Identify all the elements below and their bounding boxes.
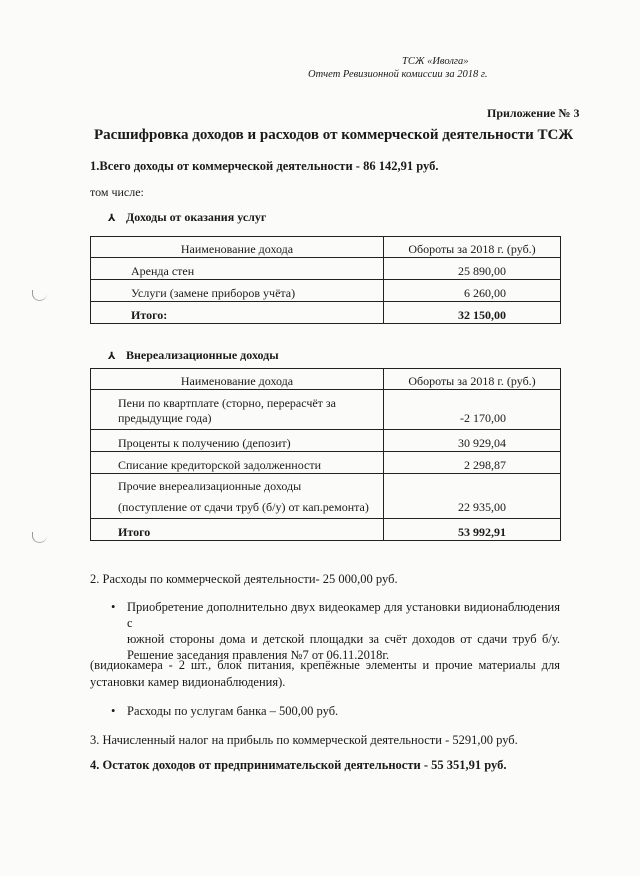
section-3-heading: 3. Начисленный налог на прибыль по коммерческой деятельности - 5291,00 руб. [90,733,518,747]
table-header-row [91,369,561,390]
services-heading [108,210,266,225]
total-label: Итого [91,519,384,541]
bullet-line: • Приобретение дополнительно двух видеокамер для установки видионаблюдения с [127,600,560,630]
note-line: (видиокамера - 2 шт., блок питания, крепёжные элементы и прочие материалы для [90,658,560,672]
arrow-bullet-icon: ⅄ [108,213,116,224]
nonop-heading [108,348,279,363]
income-name-line: (поступление от сдачи труб (б/у) от кап.ремонта) [118,500,369,514]
income-name: Услуги (замене приборов учёта) [91,280,384,302]
income-name [91,390,384,430]
bullet-line: южной стороны дома и детской площадки за счёт доходов от сдачи труб б/у. [127,632,560,646]
income-value: -2 170,00 [384,390,561,430]
total-value: 53 992,91 [384,519,561,541]
column-header: Обороты за 2018 г. (руб.) [384,369,561,390]
table-total-row [91,302,561,324]
table-header-row [91,237,561,258]
table-row [91,430,561,452]
table-row [91,280,561,302]
punch-hole-mark [32,532,47,543]
section-4-heading: 4. Остаток доходов от предпринимательской деятельности - 55 351,91 руб. [90,758,507,772]
expense-bullet-1 [127,599,560,663]
bullet-line: Решение заседания правления №7 от 06.11.2018г. [127,648,390,662]
column-header: Наименование дохода [91,237,384,258]
table-row [91,474,561,519]
income-value: 2 298,87 [384,452,561,474]
total-label: Итого: [91,302,384,324]
nonop-table [90,368,561,541]
nonop-heading-text: Внереализационные доходы [126,348,279,362]
total-value: 32 150,00 [384,302,561,324]
income-name: Проценты к получению (депозит) [91,430,384,452]
income-value: 6 260,00 [384,280,561,302]
column-header: Наименование дохода [91,369,384,390]
table-total-row [91,519,561,541]
section-2-heading: 2. Расходы по коммерческой деятельности- 25 000,00 руб. [90,572,398,586]
income-value: 25 890,00 [384,258,561,280]
note-line: установки камер видионаблюдения). [90,675,286,689]
arrow-bullet-icon: ⅄ [108,351,116,362]
table-row [91,258,561,280]
section-1-heading: 1.Всего доходы от коммерческой деятельности - 86 142,91 руб. [90,159,439,173]
expense-bullet-2: • Расходы по услугам банка – 500,00 руб. [127,704,338,719]
in-total-label: том числе: [90,185,144,199]
income-name-line: Пени по квартплате (сторно, перерасчёт за [118,396,336,410]
punch-hole-mark [32,290,47,301]
table-row [91,390,561,430]
income-value: 30 929,04 [384,430,561,452]
income-name: Аренда стен [91,258,384,280]
table-row [91,452,561,474]
org-name: ТСЖ «Иволга» [402,56,469,67]
income-value: 22 935,00 [384,474,561,519]
column-header: Обороты за 2018 г. (руб.) [384,237,561,258]
income-name: Списание кредиторской задолженности [91,452,384,474]
document-title: Расшифровка доходов и расходов от коммерческой деятельности ТСЖ [94,127,574,143]
income-name-line: предыдущие года) [118,411,212,425]
services-table [90,236,561,324]
report-title: Отчет Ревизионной комиссии за 2018 г. [308,69,488,80]
income-name-line: Прочие внереализационные доходы [118,479,302,493]
income-name [91,474,384,519]
expense-note [90,657,560,691]
appendix-label: Приложение № 3 [487,106,580,120]
services-heading-text: Доходы от оказания услуг [126,210,267,224]
